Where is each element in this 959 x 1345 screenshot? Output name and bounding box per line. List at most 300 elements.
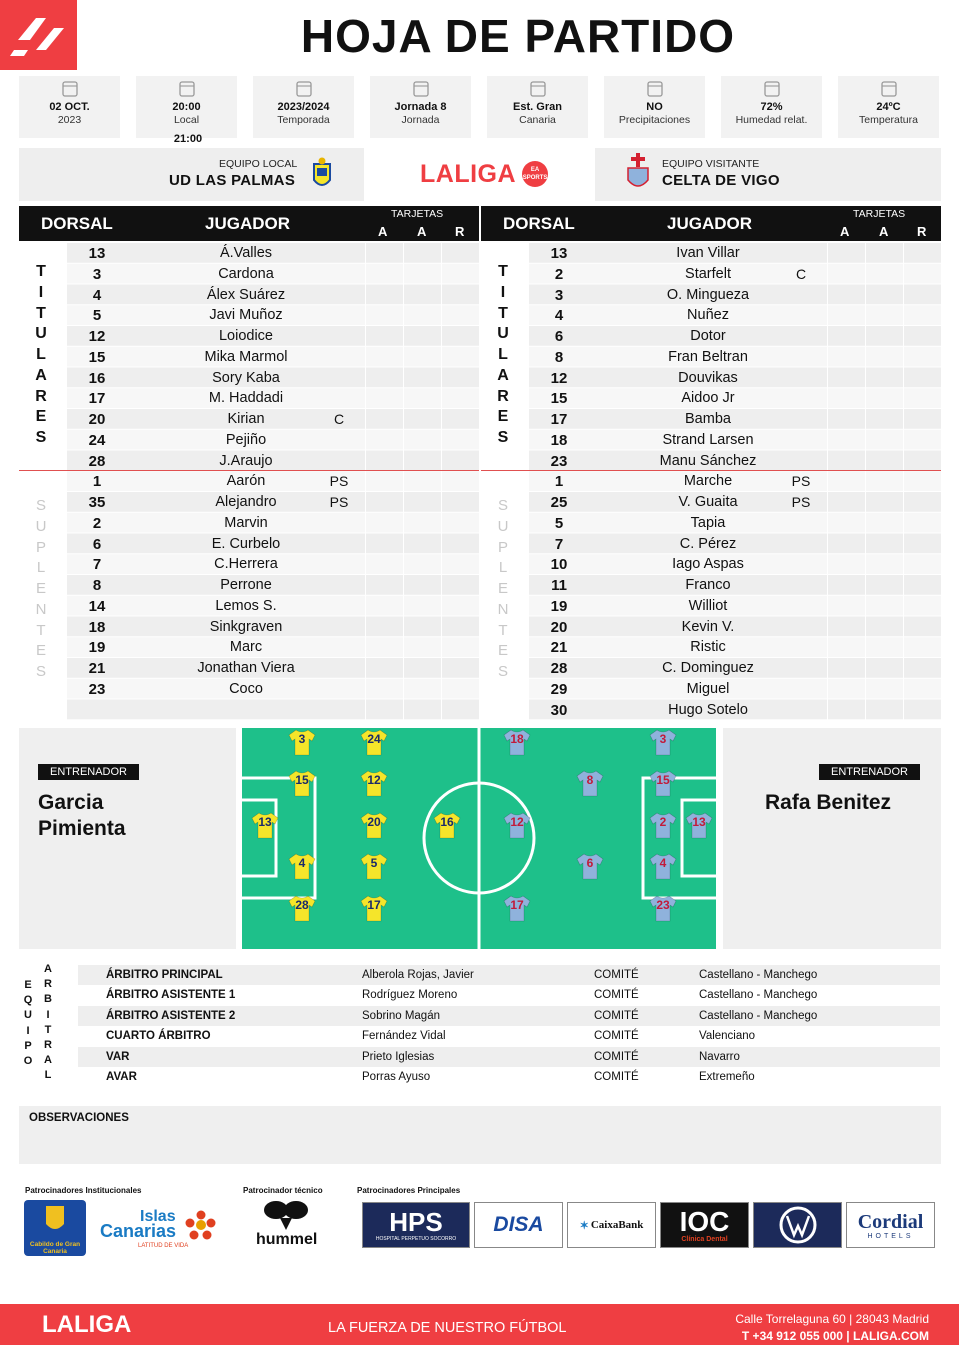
player-mark-cell xyxy=(771,368,831,389)
shirt-number: 15 xyxy=(656,773,670,787)
laliga-logo xyxy=(0,0,77,70)
home-player-shirt xyxy=(287,894,317,922)
away-table-header xyxy=(481,206,941,241)
suplentes-letter: L xyxy=(36,559,46,577)
player-mark-cell xyxy=(309,575,369,596)
home-player-shirt xyxy=(359,769,389,797)
latitud-label: LATITUD DE VIDA xyxy=(138,1243,189,1249)
amarilla2-header: A xyxy=(879,224,889,239)
shirt-number: 2 xyxy=(659,815,667,829)
player-mark-cell xyxy=(309,534,369,555)
dorsal-header: DORSAL xyxy=(503,214,575,233)
info-label: Humedad relat. xyxy=(735,114,808,126)
away-coach-box xyxy=(723,728,941,949)
away-team-box xyxy=(595,148,941,201)
ioc-logo xyxy=(660,1202,749,1248)
player-name-cell: M. Haddadi xyxy=(208,390,284,407)
dorsal-cell: 17 xyxy=(550,411,568,428)
titulares-letter: U xyxy=(497,325,509,343)
table-row xyxy=(19,658,479,679)
table-row xyxy=(481,637,941,658)
canarias-label: Canarias xyxy=(100,1221,177,1241)
titulares-letter: R xyxy=(35,387,47,405)
dorsal-cell: 8 xyxy=(554,348,564,366)
info-value: 2023/2024 xyxy=(277,101,330,113)
arbitral-letter: I xyxy=(46,1008,50,1021)
info-value: 72% xyxy=(760,101,783,113)
titulares-letter: L xyxy=(498,346,508,363)
info-value: 24ºC xyxy=(876,101,901,113)
stadium-icon xyxy=(528,80,548,98)
away-player-shirt xyxy=(502,811,532,839)
player-name-cell: Pejiño xyxy=(225,431,267,448)
shirt-number: 17 xyxy=(510,898,524,912)
away-team-caption: EQUIPO VISITANTE xyxy=(662,158,760,170)
player-mark-cell xyxy=(309,430,369,451)
suplentes-letter: T xyxy=(498,621,508,639)
dorsal-cell: 7 xyxy=(554,535,564,553)
player-name-cell: C.Herrera xyxy=(214,556,278,573)
info-label: Temperatura xyxy=(859,114,918,126)
cabildo-label: Cabildo de Gran Canaria xyxy=(29,1241,81,1255)
player-mark-cell xyxy=(771,305,831,326)
titulares-letter: E xyxy=(497,408,509,426)
sponsors-main-caption: Patrocinadores Principales xyxy=(357,1186,461,1195)
player-name-cell: E. Curbelo xyxy=(211,535,281,552)
laliga-brand xyxy=(420,160,548,188)
player-mark-cell xyxy=(309,617,369,638)
home-player-shirt xyxy=(359,894,389,922)
player-name-cell: C. Dominguez xyxy=(662,660,754,676)
table-row xyxy=(481,513,941,534)
shirt-number: 8 xyxy=(586,773,594,787)
table-row xyxy=(481,409,941,430)
info-value: NO xyxy=(646,101,663,113)
player-name-cell: Lemos S. xyxy=(215,597,277,614)
player-name-cell: Javi Muñoz xyxy=(209,307,283,324)
home-coach-name xyxy=(38,790,126,842)
player-mark-cell xyxy=(771,430,831,451)
player-name-cell: Douvikas xyxy=(678,369,738,386)
player-name-cell: Manu Sánchez xyxy=(659,452,757,469)
referee-role: AVAR xyxy=(106,1071,137,1083)
info-tile xyxy=(604,76,705,138)
titulares-letter: T xyxy=(36,263,46,280)
dorsal-cell: 12 xyxy=(550,369,568,387)
player-mark-cell xyxy=(771,243,831,264)
table-row xyxy=(481,679,941,700)
table-row xyxy=(481,388,941,409)
hps-logo xyxy=(362,1202,470,1248)
home-player-shirt xyxy=(287,769,317,797)
player-mark-cell: C xyxy=(795,265,807,282)
suplentes-letter: P xyxy=(35,538,46,556)
dorsal-cell: 3 xyxy=(92,265,102,283)
dorsal-cell: 23 xyxy=(88,680,106,698)
suplentes-letter: U xyxy=(35,517,47,535)
table-row xyxy=(19,264,479,285)
home-team-caption: EQUIPO LOCAL xyxy=(219,158,298,170)
table-row xyxy=(481,658,941,679)
table-row xyxy=(19,368,479,389)
referee-region: Extremeño xyxy=(699,1071,755,1083)
dorsal-cell: 28 xyxy=(88,452,106,470)
titulares-letter: S xyxy=(497,429,509,446)
player-mark-cell: PS xyxy=(791,473,811,490)
table-row xyxy=(481,430,941,451)
arbitral-letter: A xyxy=(44,1054,52,1067)
dorsal-cell: 1 xyxy=(92,473,102,491)
player-name-cell: Dotor xyxy=(690,328,726,344)
away-lineup-table xyxy=(481,243,941,721)
home-player-shirt xyxy=(359,811,389,839)
player-name-cell: J.Araujo xyxy=(219,452,273,469)
page-title: HOJA DE PARTIDO xyxy=(300,10,736,62)
dorsal-cell: 19 xyxy=(88,639,106,657)
player-name-cell: Mika Marmol xyxy=(204,348,288,365)
referee-comite: COMITÉ xyxy=(594,969,639,981)
player-name-cell: Nuñez xyxy=(687,307,729,324)
footer-address-line1: Calle Torrelaguna 60 | 28043 Madrid xyxy=(735,1312,929,1326)
dorsal-cell: 8 xyxy=(92,577,102,594)
referee-role: ÁRBITRO ASISTENTE 1 xyxy=(106,989,236,1002)
arbitral-letter: B xyxy=(44,993,52,1006)
info-label: Local xyxy=(173,114,200,126)
info-value: 20:00 xyxy=(172,101,201,113)
titulares-letter: I xyxy=(500,283,506,301)
ioc-sub-label: Clínica Dental xyxy=(681,1235,728,1243)
referees-side-label-left xyxy=(22,978,34,1069)
info-value: Jornada 8 xyxy=(394,101,447,113)
islas-flower-icon xyxy=(184,1210,218,1240)
table-row xyxy=(481,264,941,285)
suplentes-letter: E xyxy=(497,580,508,597)
player-name-cell: Aidoo Jr xyxy=(681,390,735,407)
player-name-cell: Ristic xyxy=(690,639,726,656)
dorsal-cell: 24 xyxy=(88,431,106,449)
arbitral-letter: T xyxy=(44,1023,52,1036)
info-label: Jornada xyxy=(401,114,440,126)
observaciones-box xyxy=(19,1106,941,1164)
shirt-number: 18 xyxy=(510,732,524,746)
player-mark-cell xyxy=(309,368,369,389)
player-name-cell: C. Pérez xyxy=(679,535,737,552)
away-player-shirt xyxy=(648,728,678,756)
dorsal-cell: 7 xyxy=(92,556,102,574)
home-player-shirt xyxy=(287,728,317,756)
player-name-cell: Álex Suárez xyxy=(206,286,286,303)
titulares-letter: E xyxy=(35,408,47,426)
shirt-number: 15 xyxy=(295,773,309,787)
home-lineup-table xyxy=(19,243,479,721)
player-mark-cell xyxy=(309,388,369,409)
shirt-number: 5 xyxy=(370,856,378,870)
table-row xyxy=(19,285,479,306)
referee-comite: COMITÉ xyxy=(594,1071,639,1083)
shirt-number: 13 xyxy=(692,815,706,829)
suplentes-letter: S xyxy=(497,497,508,514)
footer-wordmark: LALIGA xyxy=(42,1311,132,1338)
clock-icon xyxy=(177,80,197,98)
vw-icon xyxy=(778,1205,818,1245)
table-row xyxy=(19,388,479,409)
player-name-cell: Ivan Villar xyxy=(676,245,740,261)
shirt-number: 3 xyxy=(659,732,667,746)
player-name-cell: Tapia xyxy=(690,514,726,531)
referee-row xyxy=(78,1006,940,1027)
dorsal-cell: 13 xyxy=(88,245,106,262)
dorsal-cell: 15 xyxy=(88,348,106,366)
suplentes-letter: E xyxy=(35,580,46,597)
away-player-shirt xyxy=(575,769,605,797)
referee-comite: COMITÉ xyxy=(594,989,639,1002)
home-team-name: UD LAS PALMAS xyxy=(169,172,296,189)
referee-comite: COMITÉ xyxy=(594,1030,639,1043)
table-row xyxy=(481,700,941,721)
player-mark-cell xyxy=(309,347,369,368)
away-coach-tag: ENTRENADOR xyxy=(819,764,920,780)
player-mark-cell xyxy=(771,700,831,721)
player-name-cell: Fran Beltran xyxy=(668,348,748,365)
player-name-cell: Iago Aspas xyxy=(672,556,744,573)
dorsal-cell: 21 xyxy=(88,660,106,677)
dorsal-cell: 4 xyxy=(554,307,564,325)
referee-region: Castellano - Manchego xyxy=(699,989,818,1002)
table-row xyxy=(481,554,941,575)
table-row xyxy=(19,513,479,534)
table-row xyxy=(481,305,941,326)
titulares-letter: R xyxy=(497,387,509,405)
table-row xyxy=(481,492,941,513)
arbitral-letter: R xyxy=(44,1039,52,1052)
player-mark-cell xyxy=(309,637,369,658)
table-row xyxy=(481,575,941,596)
disa-logo xyxy=(474,1202,563,1248)
away-player-shirt xyxy=(648,811,678,839)
shirt-number: 17 xyxy=(367,898,381,912)
arbitral-letter: A xyxy=(44,963,52,975)
table-row xyxy=(481,451,941,472)
titulares-letter: T xyxy=(498,304,508,322)
player-mark-cell xyxy=(771,534,831,555)
sponsors-institutional-caption: Patrocinadores Institucionales xyxy=(25,1186,142,1195)
player-name-cell: Sinkgraven xyxy=(209,618,283,635)
player-mark-cell xyxy=(771,658,831,679)
shirt-number: 12 xyxy=(367,773,381,787)
shirt-number: 4 xyxy=(298,856,306,870)
dorsal-cell: 30 xyxy=(550,701,568,719)
player-name-cell: Jonathan Viera xyxy=(197,660,295,676)
home-player-shirt xyxy=(287,852,317,880)
shirt-number: 13 xyxy=(258,815,272,829)
referee-role: ÁRBITRO PRINCIPAL xyxy=(106,969,223,981)
player-name-cell: Miguel xyxy=(686,680,730,697)
observaciones-label: OBSERVACIONES xyxy=(29,1112,129,1124)
amarilla-header: A xyxy=(378,224,388,239)
player-name-cell: Á.Valles xyxy=(219,245,273,261)
player-name-cell: Perrone xyxy=(220,577,272,593)
table-row xyxy=(19,679,479,700)
referee-region: Valenciano xyxy=(699,1030,756,1043)
titulares-letter: U xyxy=(35,325,47,343)
dorsal-cell: 29 xyxy=(550,680,568,698)
dorsal-cell: 2 xyxy=(554,265,564,283)
info-label: Temporada xyxy=(277,114,330,126)
suplentes-letter: T xyxy=(36,621,46,639)
player-name-cell: Loiodice xyxy=(218,328,273,344)
away-player-shirt xyxy=(648,894,678,922)
suplentes-letter: U xyxy=(497,517,509,535)
player-mark-cell xyxy=(309,513,369,534)
dorsal-cell: 20 xyxy=(550,618,568,636)
hps-sub-label: HOSPITAL PERPETUO SOCORRO xyxy=(375,1236,457,1242)
volkswagen-logo xyxy=(753,1202,842,1248)
player-mark-cell xyxy=(771,596,831,617)
suplentes-letter: S xyxy=(35,497,46,514)
info-value: Est. Gran xyxy=(513,101,562,113)
player-mark-cell xyxy=(309,243,369,264)
amarilla-header: A xyxy=(840,224,850,239)
info-label: Precipitaciones xyxy=(618,114,691,126)
player-mark-cell xyxy=(771,326,831,347)
referee-name: Porras Ayuso xyxy=(362,1071,431,1083)
player-name-cell: Bamba xyxy=(685,411,731,427)
player-name-cell: V. Guaita xyxy=(678,494,738,510)
away-player-shirt xyxy=(648,852,678,880)
info-label: Canaria xyxy=(519,114,556,126)
caixabank-label: CaixaBank xyxy=(590,1219,644,1231)
home-crest-icon xyxy=(311,156,333,192)
away-player-shirt xyxy=(684,811,714,839)
referee-comite: COMITÉ xyxy=(594,1050,639,1063)
player-name-cell: Williot xyxy=(688,597,728,614)
player-mark-cell xyxy=(771,451,831,472)
player-mark-cell xyxy=(309,679,369,700)
caixabank-star-icon: ✶ xyxy=(579,1219,589,1232)
shirt-number: 28 xyxy=(295,898,309,912)
referee-region: Castellano - Manchego xyxy=(699,969,818,981)
player-mark-cell xyxy=(771,554,831,575)
away-coach-name: Rafa Benitez xyxy=(765,791,892,814)
table-row xyxy=(481,368,941,389)
tarjetas-header: TARJETAS xyxy=(391,208,444,220)
cordial-logo xyxy=(846,1202,935,1248)
player-mark-cell xyxy=(309,554,369,575)
player-mark-cell xyxy=(309,285,369,306)
table-row xyxy=(481,471,941,492)
hummel-bee-icon xyxy=(262,1198,310,1232)
calendar-icon xyxy=(60,80,80,98)
suplentes-letter: E xyxy=(35,642,46,660)
dorsal-cell: 13 xyxy=(550,245,568,262)
formation-pitch xyxy=(242,728,716,949)
info-tile xyxy=(370,76,471,138)
suplentes-letter: S xyxy=(497,663,508,680)
titulares-letter: I xyxy=(38,283,44,301)
suplentes-letter: N xyxy=(35,600,47,618)
info-value: 02 OCT. xyxy=(49,101,90,113)
info-tile xyxy=(136,76,237,138)
dorsal-cell: 6 xyxy=(92,535,102,553)
dorsal-cell: 12 xyxy=(88,328,106,345)
ea-sports-badge: EA SPORTS xyxy=(522,161,548,187)
suplentes-letter: L xyxy=(498,559,508,577)
referee-name: Alberola Rojas, Javier xyxy=(362,969,474,981)
player-mark-cell xyxy=(771,617,831,638)
referee-role: CUARTO ÁRBITRO xyxy=(106,1030,211,1043)
hummel-label: hummel xyxy=(256,1231,318,1248)
humidity-icon xyxy=(762,80,782,98)
ioc-label: IOC xyxy=(679,1205,730,1237)
titulares-letter: S xyxy=(35,429,47,446)
suplentes-letter: N xyxy=(497,600,509,618)
rain-cloud-icon xyxy=(645,80,665,98)
jugador-header: JUGADOR xyxy=(667,214,753,233)
player-mark-cell: PS xyxy=(329,473,349,490)
table-row xyxy=(19,409,479,430)
hps-label: HPS xyxy=(389,1207,443,1237)
arbitral-letter: R xyxy=(44,978,52,991)
laliga-logo-icon xyxy=(10,10,68,60)
player-name-cell: Cardona xyxy=(218,265,274,282)
dorsal-cell: 10 xyxy=(550,556,568,574)
jugador-header: JUGADOR xyxy=(205,214,291,233)
equipo-letter: O xyxy=(23,1055,33,1068)
dorsal-cell: 17 xyxy=(88,390,106,408)
dorsal-cell: 19 xyxy=(550,597,568,615)
player-name-cell: Aarón xyxy=(226,473,266,490)
table-row xyxy=(19,554,479,575)
home-coach-box xyxy=(19,728,236,949)
referee-row xyxy=(78,1047,940,1068)
table-row xyxy=(481,243,941,264)
player-name-cell: Strand Larsen xyxy=(662,431,754,448)
dorsal-cell: 1 xyxy=(554,473,564,491)
table-row xyxy=(19,596,479,617)
referee-region: Castellano - Manchego xyxy=(699,1009,818,1022)
islas-canarias-logo xyxy=(98,1208,222,1252)
player-name-cell: Sory Kaba xyxy=(212,369,280,386)
cabildo-crest-icon xyxy=(24,1200,86,1236)
referee-role: VAR xyxy=(106,1050,130,1063)
referee-role: ÁRBITRO ASISTENTE 2 xyxy=(106,1009,236,1022)
dorsal-cell: 20 xyxy=(88,411,106,428)
info-tile xyxy=(19,76,120,138)
home-team-box xyxy=(19,148,364,201)
shirt-number: 4 xyxy=(659,856,667,870)
amarilla2-header: A xyxy=(417,224,427,239)
titulares-letter: T xyxy=(36,304,46,322)
player-name-cell: Starfelt xyxy=(685,265,731,282)
roja-header: R xyxy=(455,224,465,239)
thermometer-icon xyxy=(879,80,899,98)
player-name-cell: Marvin xyxy=(224,514,268,531)
shirt-number: 12 xyxy=(510,815,524,829)
dorsal-cell: 11 xyxy=(551,577,567,594)
home-table-header xyxy=(19,206,479,241)
dorsal-cell: 4 xyxy=(92,286,102,304)
player-name-cell: O. Mingueza xyxy=(666,286,750,303)
table-row xyxy=(19,451,479,472)
player-mark-cell xyxy=(771,679,831,700)
cabildo-logo xyxy=(24,1200,86,1256)
shirt-number: 24 xyxy=(367,732,381,746)
player-name-cell: Franco xyxy=(685,577,731,593)
cordial-sub-label: HOTELS xyxy=(867,1232,914,1240)
away-player-shirt xyxy=(502,728,532,756)
equipo-letter: Q xyxy=(23,994,33,1007)
sponsors-technical-caption: Patrocinador técnico xyxy=(243,1186,323,1195)
